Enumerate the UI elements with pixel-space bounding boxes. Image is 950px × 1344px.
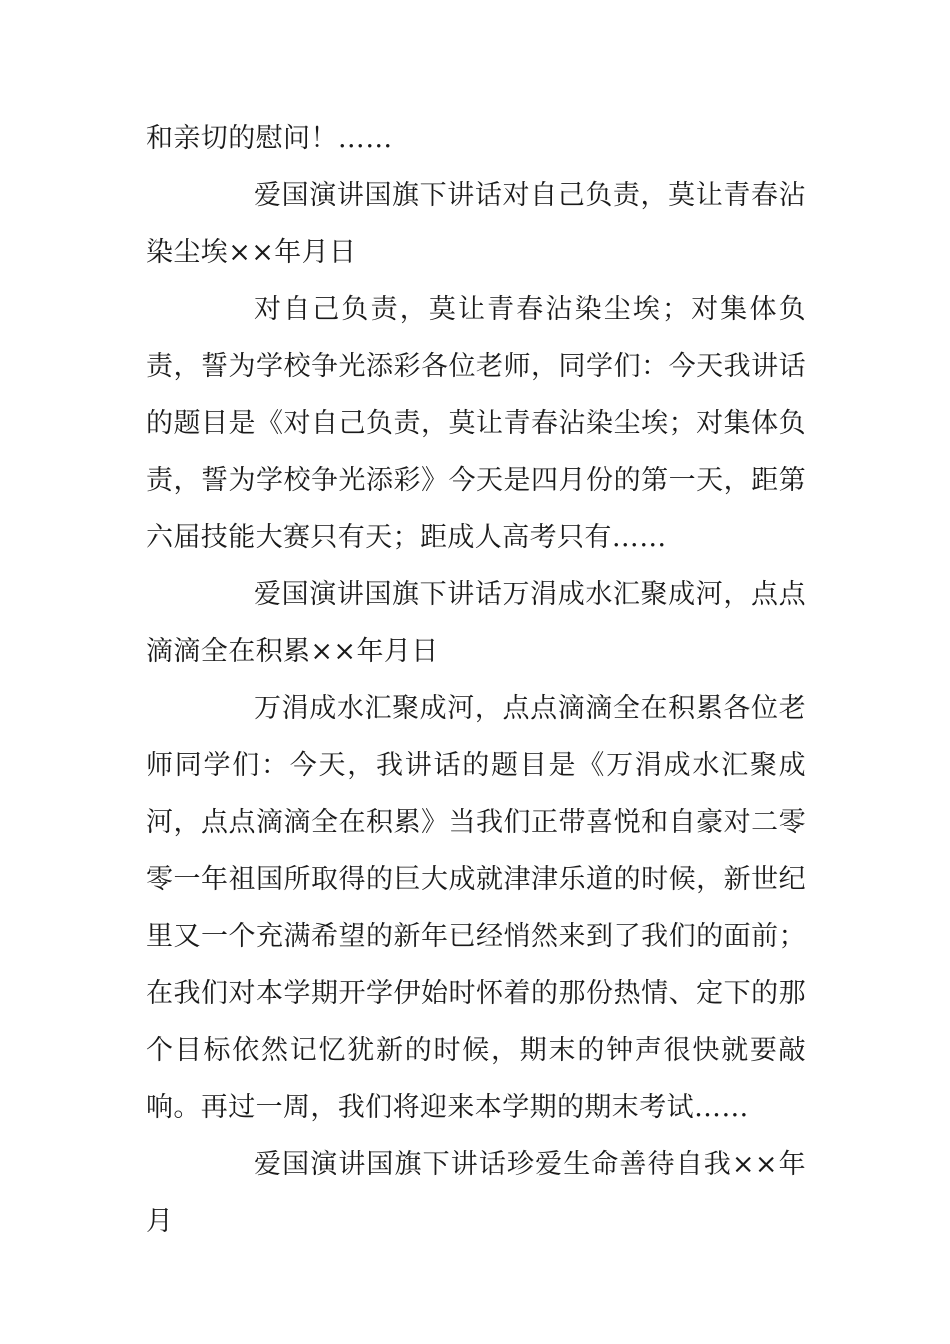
paragraph-continuation: 和亲切的慰问！…… (146, 123, 393, 154)
paragraph-speech-title-3: 爱国演讲国旗下讲话珍爱生命善待自我××年月 (146, 1149, 806, 1237)
paragraph-speech-body-1: 对自己负责，莫让青春沾染尘埃；对集体负责，誓为学校争光添彩各位老师，同学们：今天我讲话的题目是《对自己负责，莫让青春沾染尘埃；对集体负责，誓为学校争光添彩》今天是四月份的第一天，距第六届技能大赛只有天；距成人高考只有…… (146, 294, 806, 553)
document-body (146, 110, 806, 1250)
paragraph-speech-body-2: 万涓成水汇聚成河，点点滴滴全在积累各位老师同学们：今天，我讲话的题目是《万涓成水汇聚成河，点点滴滴全在积累》当我们正带喜悦和自豪对二零零一年祖国所取得的巨大成就津津乐道的时候，新世纪里又一个充满希望的新年已经悄然来到了我们的面前；在我们对本学期开学伊始时怀着的那份热情、定下的那个目标依然记忆犹新的时候，期末的钟声很快就要敲响。再过一周，我们将迎来本学期的期末考试…… (146, 693, 806, 1123)
paragraph-speech-title-2: 爱国演讲国旗下讲话万涓成水汇聚成河，点点滴滴全在积累××年月日 (146, 579, 806, 667)
paragraph-speech-title-1: 爱国演讲国旗下讲话对自己负责，莫让青春沾染尘埃××年月日 (146, 180, 806, 268)
